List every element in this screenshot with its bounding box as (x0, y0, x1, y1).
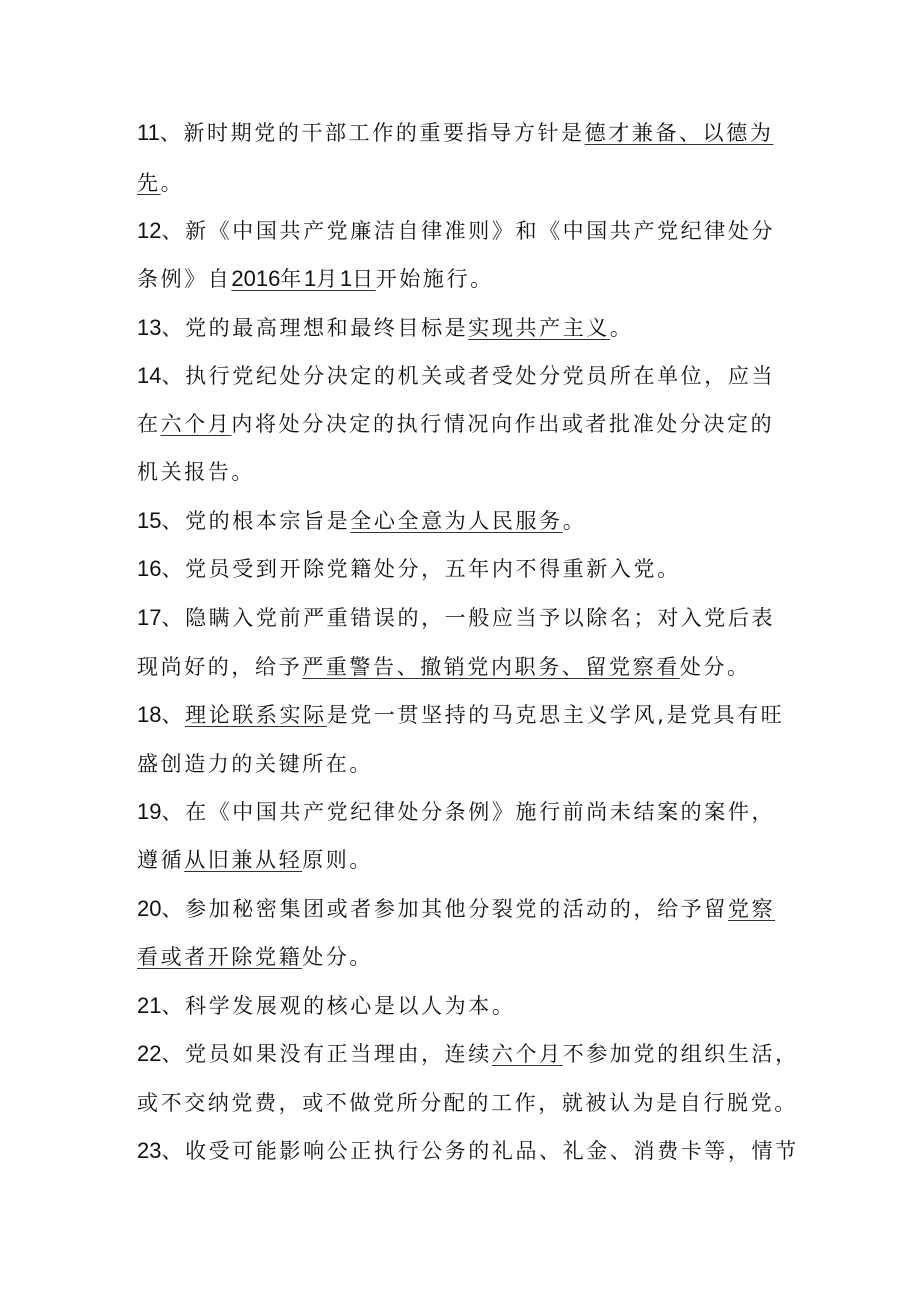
text-segment: 不参加党的组织生活， (562, 1042, 799, 1066)
underlined-answer: 1 (339, 266, 353, 291)
text-segment: 盛创造力的关键所在。 (137, 752, 373, 776)
item-number: 13 (137, 315, 162, 340)
text-line (137, 506, 586, 536)
underlined-answer: 全心全意为人民服务 (350, 509, 563, 533)
text-segment: 、新《中国共产党廉洁自律准则》和《中国共产党纪律处分 (161, 219, 776, 243)
text-segment: 条例》自 (137, 267, 232, 291)
item-number: 18 (137, 702, 162, 727)
text-line (137, 313, 634, 343)
item-number: 17 (137, 605, 162, 630)
text-line (137, 264, 494, 294)
text-segment: 是党一贯坚持的马克思主义学风,是党具有旺 (326, 703, 785, 727)
text-segment: 、党员受到开除党籍处分，五年内不得重新入党。 (161, 557, 681, 581)
text-line (137, 118, 773, 148)
item-number: 19 (137, 799, 162, 824)
text-line (137, 894, 775, 924)
text-segment: 。 (160, 171, 185, 195)
underlined-answer: 理论联系实际 (185, 703, 327, 727)
underlined-answer: 党察 (727, 897, 776, 921)
text-segment: 现尚好的，给予 (137, 655, 303, 679)
text-segment: 、隐瞒入党前严重错误的，一般应当予以除名；对入党后表 (161, 606, 776, 630)
text-segment: 、在《中国共产党纪律处分条例》施行前尚未结案的案件， (161, 800, 776, 824)
item-number: 12 (137, 218, 162, 243)
text-line (137, 1039, 799, 1069)
text-line (137, 1136, 799, 1166)
text-line (137, 700, 784, 730)
text-segment: 、 (161, 703, 186, 727)
underlined-answer: 月 (316, 267, 340, 291)
item-number: 11 (137, 120, 160, 145)
text-line (137, 991, 515, 1021)
item-number: 22 (137, 1041, 162, 1066)
text-line (137, 361, 775, 391)
text-segment: 或不交纳党费，或不做党所分配的工作，就被认为是自行脱党。 (137, 1091, 798, 1115)
text-line (137, 845, 373, 875)
underlined-answer: 实现共产主义 (468, 316, 610, 340)
text-segment: 、科学发展观的核心是以人为本。 (161, 994, 516, 1018)
text-segment: 、党的最高理想和最终目标是 (161, 316, 469, 340)
text-segment: 、执行党纪处分决定的机关或者受处分党员所在单位，应当 (161, 364, 776, 388)
text-line (137, 554, 681, 584)
text-segment: 、参加秘密集团或者参加其他分裂党的活动的，给予留 (161, 897, 728, 921)
text-line (137, 457, 255, 487)
underlined-answer: 六个月 (491, 1042, 563, 1066)
text-segment: 、新时期党的干部工作的重要指导方针是 (159, 121, 585, 145)
text-segment: 在 (137, 412, 161, 436)
text-segment: 机关报告。 (137, 460, 255, 484)
text-segment: 处分。 (302, 945, 374, 969)
text-segment: 、党的根本宗旨是 (161, 509, 351, 533)
item-number: 16 (137, 556, 162, 581)
text-line (137, 603, 775, 633)
text-segment: 原则。 (302, 848, 374, 872)
text-segment: 处分。 (679, 655, 751, 679)
underlined-answer: 看或者开除党籍 (137, 945, 303, 969)
text-line (137, 216, 775, 246)
underlined-answer: 年 (280, 267, 304, 291)
text-segment: 。 (562, 509, 587, 533)
text-segment: 。 (609, 316, 634, 340)
text-line (137, 1088, 798, 1118)
text-segment: 、收受可能影响公正执行公务的礼品、礼金、消费卡等，情节 (161, 1139, 799, 1163)
text-line (137, 652, 751, 682)
underlined-answer: 从旧兼从轻 (184, 848, 303, 872)
text-line (137, 168, 184, 198)
underlined-answer: 德才兼备、以德为 (584, 121, 774, 145)
item-number: 15 (137, 508, 162, 533)
text-segment: 内将处分决定的执行情况向作出或者批准处分决定的 (231, 412, 775, 436)
text-line (137, 797, 775, 827)
text-line (137, 409, 774, 439)
item-number: 21 (137, 993, 162, 1018)
item-number: 14 (137, 363, 162, 388)
underlined-answer: 2016 (231, 266, 281, 291)
underlined-answer: 先 (137, 171, 161, 195)
text-segment: 开始施行。 (375, 267, 494, 291)
item-number: 23 (137, 1138, 162, 1163)
underlined-answer: 严重警告、撤销党内职务、留党察看 (302, 655, 680, 679)
text-segment: 、党员如果没有正当理由，连续 (161, 1042, 492, 1066)
underlined-answer: 1 (303, 266, 317, 291)
item-number: 20 (137, 896, 162, 921)
underlined-answer: 日 (352, 267, 376, 291)
text-line (137, 749, 373, 779)
text-line (137, 942, 373, 972)
underlined-answer: 六个月 (160, 412, 232, 436)
text-segment: 遵循 (137, 848, 185, 872)
